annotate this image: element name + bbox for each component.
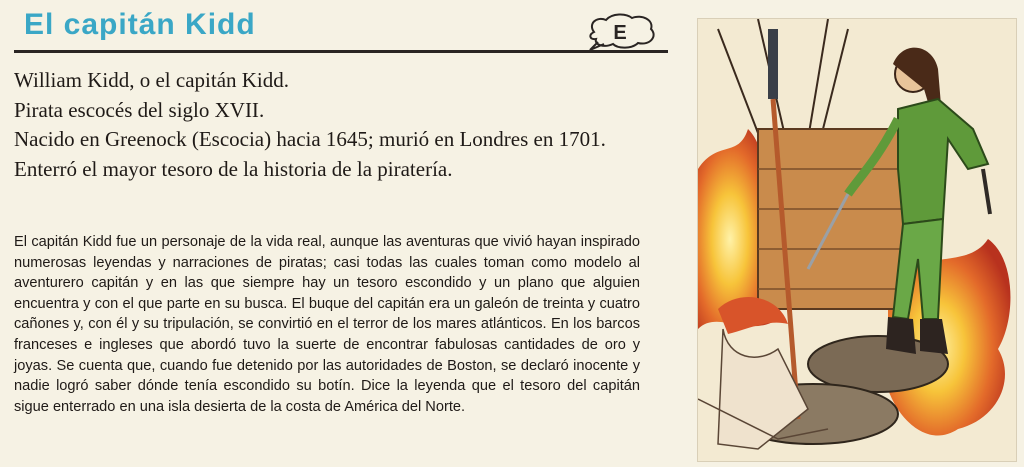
fact-origin: [14, 96, 664, 126]
fact-treasure: Enterró el mayor tesoro de la historia de la piratería.: [14, 156, 453, 181]
facts-list: [14, 66, 664, 184]
page-title: El capitán Kidd: [24, 8, 256, 41]
fact-origin-prefix: Pirata escocés del siglo: [14, 97, 215, 122]
fact-origin-century: XVII: [214, 97, 259, 122]
body-paragraph: El capitán Kidd fue un personaje de la vida real, aunque las aventuras que vivió hayan inspirado numerosas leyendas y narraciones de piratas; casi todas las cuales toman como modelo al aventurero capitán y en las que siempre hay un tesoro escondido y un plano que alguien encuentra y con el que parte en su busca. El buque del capitán era un galeón de treinta y cuatro cañones y, con él y su tripulación, se convirtió en el terror de los mares atlánticos. En los barcos franceses e ingleses que abordó tuvo la suerte de encontrar fabulosas cantidades de oro y joyas. Se cuenta que, cuando fue detenido por las autoridades de Boston, se declaró inocente y nadie logró saber dónde tenía escondido su botín. Dice la leyenda que el tesoro del capitán sigue enterrado en una isla desierta de la costa de América del Norte.: [14, 234, 640, 415]
badge-letter: E: [613, 22, 627, 44]
fact-birth-death: Nacido en Greenock (Escocia) hacia 1645; murió en Londres en 1701.: [14, 127, 606, 151]
title-rule: [14, 50, 668, 53]
fact-name: William Kidd, o el capitán Kidd.: [14, 68, 290, 92]
speech-bubble-e-icon: [580, 12, 660, 52]
pirate-illustration: [697, 18, 1017, 462]
fact-origin-suffix: .: [258, 97, 265, 122]
